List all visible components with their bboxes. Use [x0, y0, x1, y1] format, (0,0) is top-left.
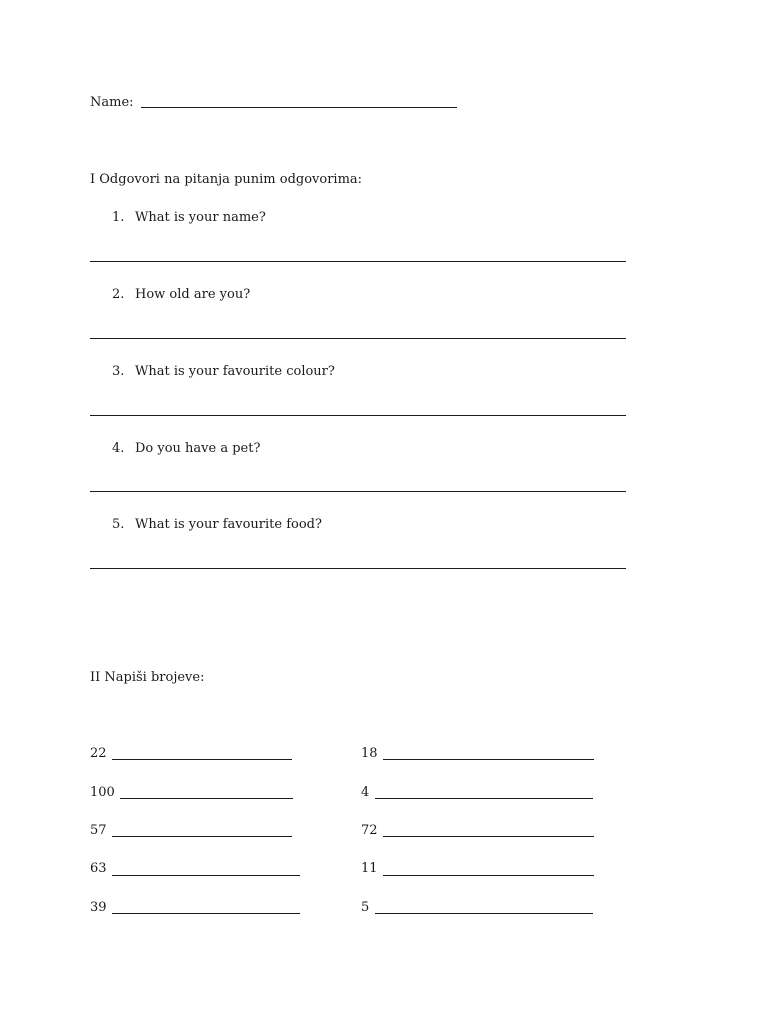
right-number-3: 72 — [361, 823, 378, 838]
left-blank-line-4 — [112, 875, 300, 876]
question-1-text: What is your name? — [135, 210, 266, 225]
right-blank-line-4 — [383, 875, 594, 876]
answer-line-5 — [90, 568, 626, 569]
question-5-number: 5. — [112, 517, 125, 532]
left-number-3: 57 — [90, 823, 107, 838]
right-blank-line-5 — [375, 913, 593, 914]
left-number-1: 22 — [90, 746, 107, 761]
right-number-1: 18 — [361, 746, 378, 761]
question-2-text: How old are you? — [135, 287, 251, 302]
left-blank-line-3 — [112, 836, 292, 837]
right-number-2: 4 — [361, 785, 370, 800]
answer-line-1 — [90, 261, 626, 262]
answer-line-3 — [90, 415, 626, 416]
left-number-2: 100 — [90, 785, 115, 800]
section2-heading: II Napiši brojeve: — [90, 670, 205, 685]
right-blank-line-1 — [383, 759, 594, 760]
answer-line-2 — [90, 338, 626, 339]
question-4-text: Do you have a pet? — [135, 441, 261, 456]
answer-line-4 — [90, 491, 626, 492]
question-3-text: What is your favourite colour? — [135, 364, 335, 379]
question-5-text: What is your favourite food? — [135, 517, 322, 532]
right-blank-line-3 — [383, 836, 594, 837]
left-number-4: 63 — [90, 861, 107, 876]
right-blank-line-2 — [375, 798, 593, 799]
left-number-5: 39 — [90, 900, 107, 915]
right-number-5: 5 — [361, 900, 370, 915]
question-2-number: 2. — [112, 287, 125, 302]
section1-heading: I Odgovori na pitanja punim odgovorima: — [90, 172, 363, 187]
left-blank-line-2 — [120, 798, 293, 799]
left-blank-line-5 — [112, 913, 300, 914]
name-label: Name: — [90, 95, 134, 110]
left-blank-line-1 — [112, 759, 292, 760]
question-3-number: 3. — [112, 364, 125, 379]
name-blank-line — [141, 107, 457, 108]
right-number-4: 11 — [361, 861, 378, 876]
question-1-number: 1. — [112, 210, 125, 225]
question-4-number: 4. — [112, 441, 125, 456]
